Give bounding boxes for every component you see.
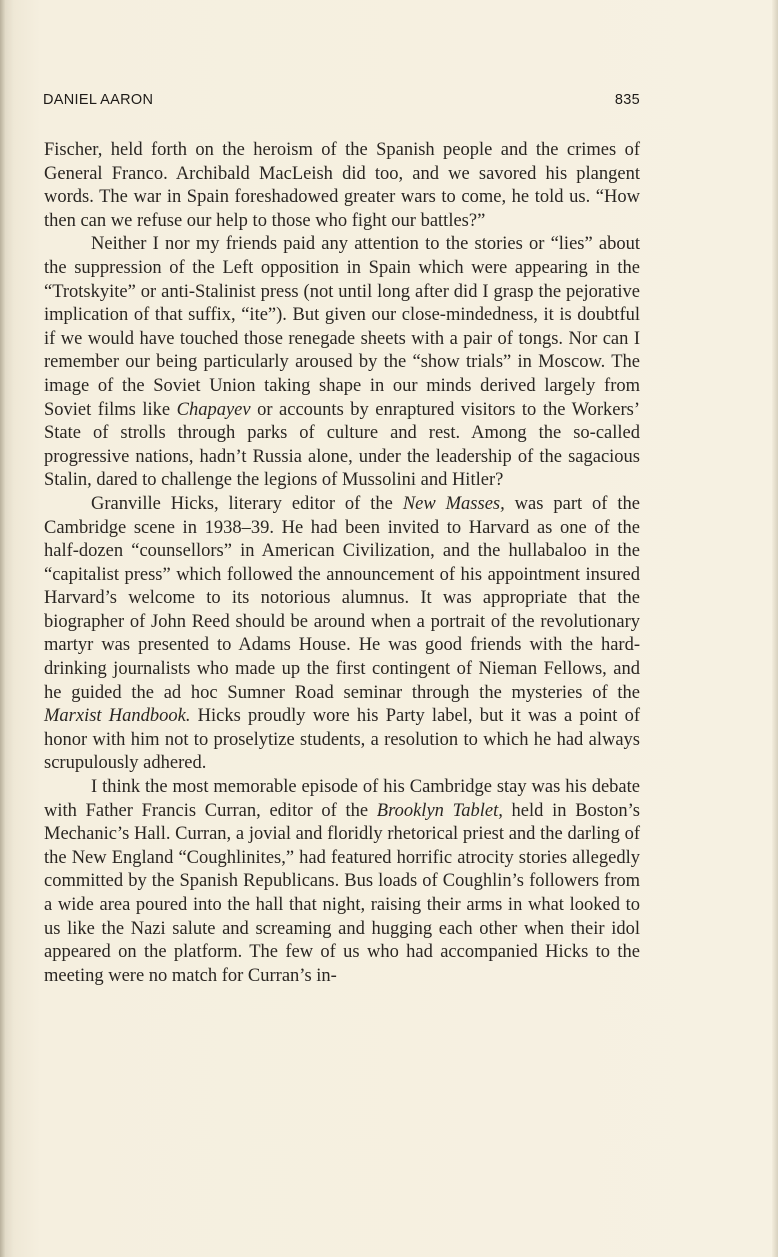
text-run: or accounts by enraptured visitors to the Workers’ State of strolls through parks of culture and rest. Among the so-called progressive nations, hadn’t Russia alone, under the leadership of the sagacious Stalin, dared to challenge the legions of Mussolini and Hitler? — [44, 399, 640, 491]
italic-title: Brooklyn Tablet, — [376, 800, 503, 821]
text-run: was part of the Cambridge scene in 1938–39. He had been invited to Harvard as one of the half-dozen “counsellors” in American Civilization, and the hullabaloo in the “capitalist press” which followed the announcement of his appointment insured Harvard’s welcome to its notorious alumnus. It was appropriate that the biographer of John Reed should be around when a portrait of the revolutionary martyr was presented to Adams House. He was good friends with the hard-drinking journalists who made up the first contingent of Nieman Fellows, and he guided the ad hoc Sumner Road seminar through the mysteries of the — [44, 493, 640, 703]
paragraph — [44, 776, 640, 988]
paragraph — [44, 493, 640, 776]
italic-title: Chapayev — [176, 399, 251, 420]
page-number: 835 — [614, 92, 640, 108]
italic-title: Marxist Handbook. — [44, 706, 191, 727]
running-head — [43, 92, 640, 108]
text-run: Granville Hicks, literary editor of the — [91, 493, 403, 514]
text-run: I think the most memorable episode of his Cambridge stay was his debate with Father Francis Curran, editor of the — [44, 777, 640, 821]
paragraph — [44, 233, 640, 493]
paragraph — [44, 139, 640, 233]
text-run: Hicks proudly wore his Party label, but it was a point of honor with him not to proselytize students, a resolution to which he had always scrupulously adhered. — [44, 706, 640, 774]
body-text — [44, 139, 640, 988]
page-edge-shadow — [772, 0, 778, 1257]
text-run: held in Boston’s Mechanic’s Hall. Curran, a jovial and floridly rhetorical priest and the darling of the New England “Coughlinites,” had featured horrific atrocity stories allegedly committed by the Spanish Republicans. Bus loads of Coughlin’s followers from a wide area poured into the hall that night, raising their arms in what looked to us like the Nazi salute and screaming and hugging each other when their idol appeared on the platform. The few of us who had accompanied Hicks to the meeting were no match for Curran’s in- — [44, 800, 640, 986]
text-run: Neither I nor my friends paid any attention to the stories or “lies” about the suppression of the Left opposition in Spain which were appearing in the “Trotskyite” or anti-Stalinist press (not until long after did I grasp the pejorative implication of that suffix, “ite”). But given our close-mindedness, it is doubtful if we would have touched those renegade sheets with a pair of tongs. Nor can I remember our being particularly aroused by the “show trials” in Moscow. The image of the Soviet Union taking shape in our minds derived largely from Soviet films like — [44, 234, 640, 420]
text-run: Fischer, held forth on the heroism of the Spanish people and the crimes of General Franco. Archibald MacLeish did too, and we savored his plangent words. The war in Spain foreshadowed greater wars to come, he told us. “How then can we refuse our help to those who fight our battles?” — [44, 140, 640, 231]
running-head-author: DANIEL AARON — [43, 92, 154, 108]
italic-title: New Masses, — [402, 493, 505, 514]
page-spine-shadow — [0, 0, 6, 1257]
